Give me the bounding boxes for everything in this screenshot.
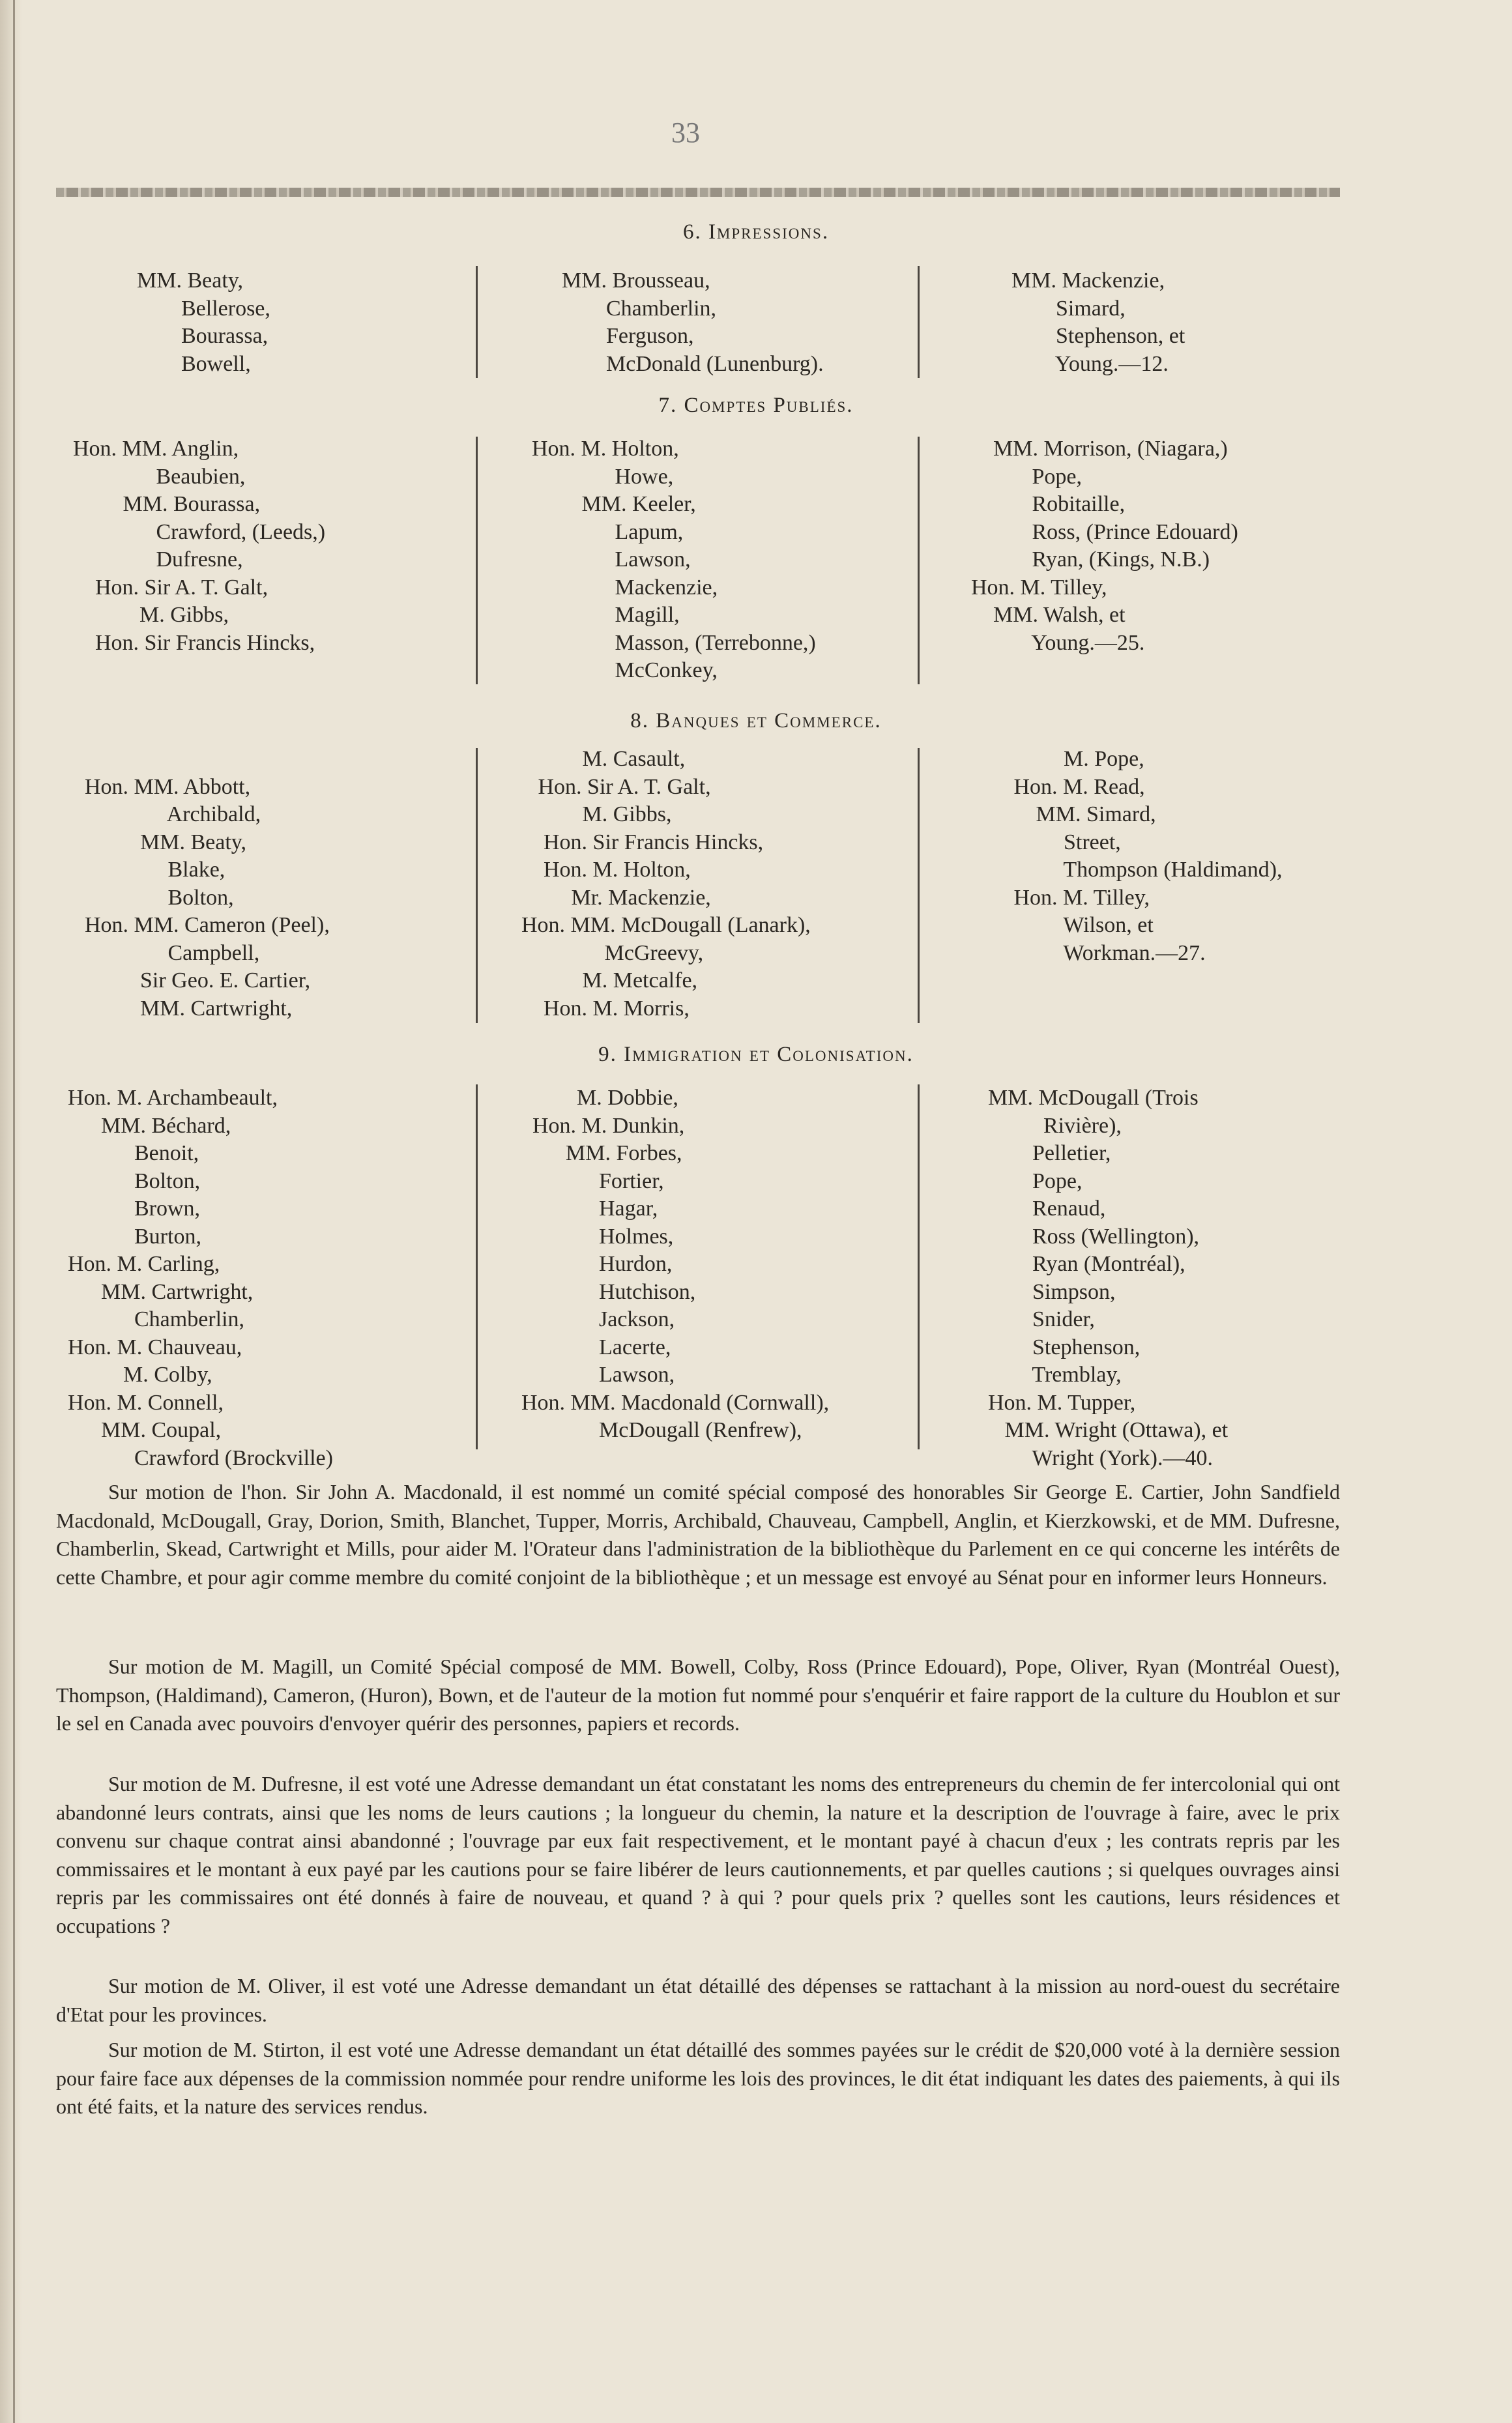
column-divider	[918, 748, 920, 1023]
section-8-column-2: M. Casault, Hon. Sir A. T. Galt, M. Gibbs, Hon. Sir Francis Hincks, Hon. M. Holton, Mr. Mackenzie, Hon. MM. McDougall (Lanark), McGreevy, M. Metcalfe, Hon. M. Morris,	[521, 747, 811, 1021]
paragraph-lois-provinces: Sur motion de M. Stirton, il est voté une Adresse demandant un état détaillé des sommes payées sur le crédit de $20,000 voté à la dernière session pour faire face aux dépenses de la commission nommée pour rendre uniforme les lois des provinces, le dit état indiquant les dates des paiements, à qui ils ont été faits, et la nature des services rendus.	[56, 2038, 1340, 2118]
paragraph-houblon: Sur motion de M. Magill, un Comité Spécial composé de MM. Bowell, Colby, Ross (Prince Edouard), Pope, Oliver, Ryan (Montréal Ouest), Thompson, (Haldimand), Cameron, (Huron), Bown, et de l'auteur de la motion fut nommé pour s'enquérir et faire rapport de la culture du Houblon et sur le sel en Canada avec pouvoirs d'envoyer quérir des personnes, papiers et records.	[56, 1655, 1340, 1735]
section-7-column-2: Hon. M. Holton, Howe, MM. Keeler, Lapum, Lawson, Mackenzie, Magill, Masson, (Terrebonne,) McConkey,	[532, 437, 816, 682]
column-divider	[918, 1084, 920, 1449]
section-9-column-2: M. Dobbie, Hon. M. Dunkin, MM. Forbes, Fortier, Hagar, Holmes, Hurdon, Hutchison, Jackson, Lacerte, Lawson, Hon. MM. Macdonald (Cornwall), McDougall (Renfrew),	[521, 1086, 830, 1442]
column-divider	[918, 437, 920, 684]
section-6-column-2: MM. Brousseau, Chamberlin, Ferguson, McDonald (Lunenburg).	[562, 268, 824, 376]
section-7-column-1: Hon. MM. Anglin, Beaubien, MM. Bourassa, Crawford, (Leeds,) Dufresne, Hon. Sir A. T. Galt, M. Gibbs, Hon. Sir Francis Hincks,	[73, 437, 326, 655]
paragraph-mission-nord-ouest: Sur motion de M. Oliver, il est voté une Adresse demandant un état détaillé des dépenses se rattachant à la mission au nord-ouest du secrétaire d'Etat pour les provinces.	[56, 1974, 1340, 2026]
column-divider	[918, 266, 920, 378]
paragraph-chemin-de-fer: Sur motion de M. Dufresne, il est voté une Adresse demandant un état constatant les noms des entrepreneurs du chemin de fer intercolonial qui ont abandonné leurs contrats, ainsi que les noms de leurs cautions ; la longueur du chemin, la nature et la description de l'ouvrage à faire, avec le prix convenu sur chaque contrat ainsi abandonné ; l'ouvrage par eux fait respectivement, et le montant payé à chacun d'eux ; les contrats repris par les commissaires et le montant à eux payé par les cautions pour se faire libérer de leurs cautionnements, et par quelles cautions ; si quelques ouvrages ainsi repris par les commissaires ont été donnés à faire de nouveau, et quand ? à qui ? pour quels prix ? quelles sont les cautions, leurs résidences et occupations ?	[56, 1772, 1340, 1937]
section-9-column-3: MM. McDougall (Trois Rivière), Pelletier, Pope, Renaud, Ross (Wellington), Ryan (Montréal), Simpson, Snider, Stephenson, Tremblay, Hon. M. Tupper, MM. Wright (Ottawa), et Wright (York).—40.	[988, 1086, 1228, 1470]
section-9-column-1: Hon. M. Archambeault, MM. Béchard, Benoit, Bolton, Brown, Burton, Hon. M. Carling, MM. Cartwright, Chamberlin, Hon. M. Chauveau, M. Colby, Hon. M. Connell, MM. Coupal, Crawford (Brockville)	[68, 1086, 333, 1470]
section-title-impressions: 6. Impressions.	[682, 220, 830, 244]
section-8-column-1: Hon. MM. Abbott, Archibald, MM. Beaty, Blake, Bolton, Hon. MM. Cameron (Peel), Campbell, Sir Geo. E. Cartier, MM. Cartwright,	[85, 774, 330, 1021]
binding-edge	[13, 0, 15, 2423]
section-7-column-3: MM. Morrison, (Niagara,) Pope, Robitaille, Ross, (Prince Edouard) Ryan, (Kings, N.B.) Hon. M. Tilley, MM. Walsh, et Young.—25.	[971, 437, 1238, 655]
column-divider	[476, 1084, 478, 1449]
paragraph-bibliotheque: Sur motion de l'hon. Sir John A. Macdonald, il est nommé un comité spécial composé des honorables Sir George E. Cartier, John Sandfield Macdonald, McDougall, Gray, Dorion, Smith, Blanchet, Tupper, Morris, Archibald, Chauveau, Campbell, Anglin, et Kierzkowski, et de MM. Dufresne, Chamberlin, Skead, Cartwright et Mills, pour aider M. l'Orateur dans l'administration de la bibliothèque du Parlement en ce qui concerne les intérêts de cette Chambre, et pour agir comme membre du comité conjoint de la bibliothèque ; et un message est envoyé au Sénat pour en informer leurs Honneurs.	[56, 1480, 1340, 1589]
section-6-column-1: MM. Beaty, Bellerose, Bourassa, Bowell,	[137, 268, 270, 376]
column-divider	[476, 748, 478, 1023]
section-8-column-3: M. Pope, Hon. M. Read, MM. Simard, Street, Thompson (Haldimand), Hon. M. Tilley, Wilson, et Workman.—27.	[1013, 747, 1283, 965]
section-6-column-3: MM. Mackenzie, Simard, Stephenson, et Young.—12.	[1011, 268, 1185, 376]
header-rule	[56, 188, 1340, 197]
section-title-comptes-publics: 7. Comptes Publiés.	[658, 394, 854, 417]
section-title-banques-commerce: 8. Banques et Commerce.	[630, 709, 882, 733]
page-number: 33	[671, 117, 700, 149]
section-title-immigration: 9. Immigration et Colonisation.	[598, 1043, 914, 1066]
binding-shadow	[0, 0, 22, 2423]
column-divider	[476, 437, 478, 684]
column-divider	[476, 266, 478, 378]
